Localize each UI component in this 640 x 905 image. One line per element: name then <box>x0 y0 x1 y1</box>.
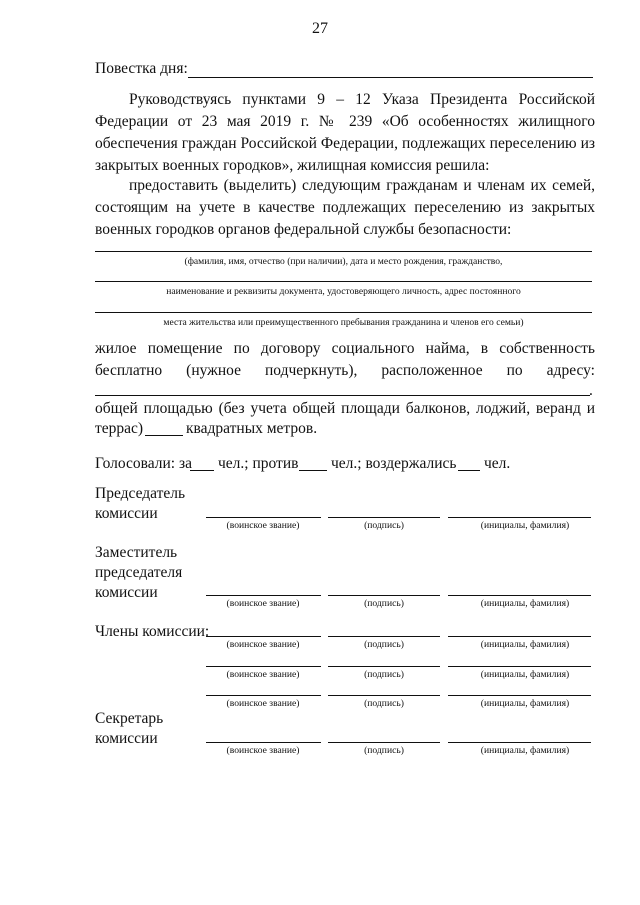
caption-1: (фамилия, имя, отчество (при наличии), дата и место рождения, гражданство, <box>184 256 503 267</box>
housing-paragraph <box>95 338 595 382</box>
name-caption: (инициалы, фамилия) <box>480 520 570 531</box>
secretary-label: Секретарь комиссии <box>95 710 164 747</box>
deputy-name-line <box>448 595 591 596</box>
secretary-signature-line <box>328 742 440 743</box>
fill-line-3 <box>95 312 592 313</box>
intro-paragraph <box>95 89 595 177</box>
signature-caption: (подпись) <box>364 669 404 680</box>
chairman-label: Председатель комиссии <box>95 485 186 522</box>
member2-signature-line <box>328 666 440 667</box>
vote-for-label: Голосовали: за <box>95 455 192 472</box>
signature-caption: (подпись) <box>364 698 404 709</box>
area-suffix: квадратных метров. <box>186 420 318 437</box>
members-label: Члены комиссии: <box>95 623 210 640</box>
chairman-name-line <box>448 517 591 518</box>
vote-abstain-blank <box>458 470 480 471</box>
chairman-signature-line <box>328 517 440 518</box>
rank-caption: (воинское звание) <box>226 639 300 650</box>
vote-abstain-label: чел.; воздержались <box>331 455 457 472</box>
name-caption: (инициалы, фамилия) <box>480 669 570 680</box>
agenda-label: Повестка дня: <box>95 60 188 77</box>
signature-caption: (подпись) <box>364 598 404 609</box>
housing-line: бесплатно (нужное подчеркнуть), расположенное по адресу: <box>95 362 595 379</box>
member1-signature-line <box>328 636 440 637</box>
member1-name-line <box>448 636 591 637</box>
caption-2: наименование и реквизиты документа, удостоверяющего личность, адрес постоянного <box>166 286 521 297</box>
caption-3: места жительства или преимущественного пребывания гражданина и членов его семьи) <box>163 317 524 328</box>
signature-caption: (подпись) <box>364 520 404 531</box>
name-caption: (инициалы, фамилия) <box>480 639 570 650</box>
member2-name-line <box>448 666 591 667</box>
name-caption: (инициалы, фамилия) <box>480 698 570 709</box>
page-number: 27 <box>312 20 328 37</box>
member3-rank-line <box>206 695 321 696</box>
area-paragraph <box>95 398 595 420</box>
intro-line: Федерации от 23 мая 2019 г. № 239 «Об особенностях жилищного <box>95 113 595 130</box>
vote-against-blank <box>299 470 327 471</box>
grant-paragraph <box>95 175 595 241</box>
member3-signature-line <box>328 695 440 696</box>
chairman-rank-line <box>206 517 321 518</box>
address-line <box>95 395 590 396</box>
secretary-rank-line <box>206 742 321 743</box>
rank-caption: (воинское звание) <box>226 669 300 680</box>
grant-line: состоящим на учете в качестве подлежащих переселению из закрытых <box>95 199 595 216</box>
deputy-signature-line <box>328 595 440 596</box>
vote-against-label: чел.; против <box>218 455 299 472</box>
signature-caption: (подпись) <box>364 745 404 756</box>
housing-line: жилое помещение по договору социального найма, в собственность <box>95 340 595 357</box>
intro-line: Руководствуясь пунктами 9 – 12 Указа Президента Российской <box>129 91 595 108</box>
vote-end-label: чел. <box>484 455 511 472</box>
rank-caption: (воинское звание) <box>226 698 300 709</box>
grant-line: предоставить (выделить) следующим гражданам и членам их семей, <box>129 177 595 194</box>
signature-caption: (подпись) <box>364 639 404 650</box>
area-prefix: террас) <box>95 420 144 437</box>
deputy-rank-line <box>206 595 321 596</box>
grant-line: военных городков органов федеральной службы безопасности: <box>95 221 512 238</box>
name-caption: (инициалы, фамилия) <box>480 598 570 609</box>
name-caption: (инициалы, фамилия) <box>480 745 570 756</box>
housing-line: общей площадью (без учета общей площади балконов, лоджий, веранд и <box>95 400 595 417</box>
member2-rank-line <box>206 666 321 667</box>
vote-for-blank <box>190 470 214 471</box>
intro-line: обеспечения граждан Российской Федерации, подлежащих переселению из <box>95 135 595 152</box>
deputy-label: Заместитель председателя комиссии <box>95 544 183 601</box>
member1-rank-line <box>206 636 321 637</box>
intro-line: закрытых военных городков», жилищная комиссия решила: <box>95 157 490 174</box>
rank-caption: (воинское звание) <box>226 598 300 609</box>
rank-caption: (воинское звание) <box>226 520 300 531</box>
agenda-line <box>188 77 593 78</box>
fill-line-1 <box>95 251 592 252</box>
secretary-name-line <box>448 742 591 743</box>
fill-line-2 <box>95 281 592 282</box>
member3-name-line <box>448 695 591 696</box>
area-blank <box>145 435 183 436</box>
rank-caption: (воинское звание) <box>226 745 300 756</box>
